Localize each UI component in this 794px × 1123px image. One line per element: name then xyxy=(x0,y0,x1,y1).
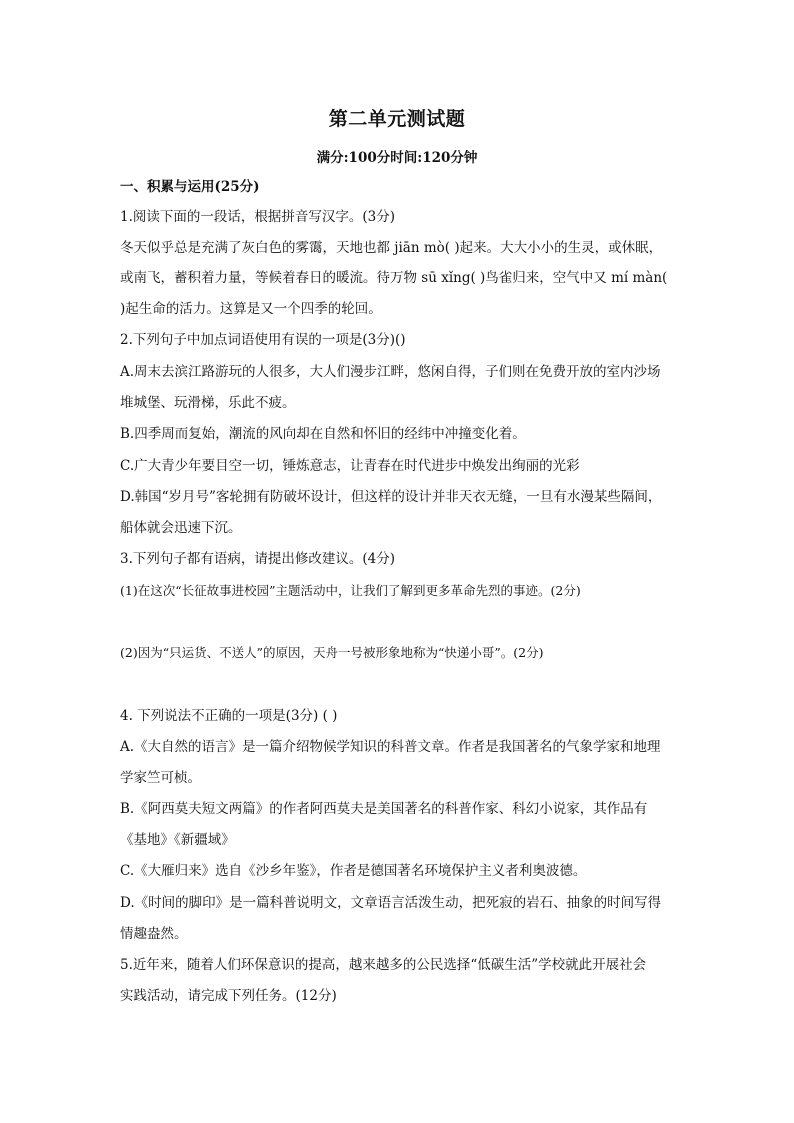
question-1-passage-line: 冬天似乎总是充满了灰白色的雾霭，天地也都 jiān mò( )起来。大大小小的生灵，或休眠， xyxy=(120,240,663,256)
question-5-prompt-cont: 实践活动，请完成下列任务。(12分) xyxy=(120,988,337,1004)
question-2-option-c: C.广大青少年要目空一切，锤炼意志，让青春在时代进步中焕发出绚丽的光彩 xyxy=(120,458,580,474)
question-4-option-a: A.《大自然的语言》是一篇介绍物候学知识的科普文章。作者是我国著名的气象学家和地理 xyxy=(120,739,661,755)
question-4-option-b-cont: 《基地》《新疆域》 xyxy=(120,832,235,848)
page-title: 第二单元测试题 xyxy=(328,108,466,130)
question-3-item-1: (1)在这次“长征故事进校园”主题活动中，让我们了解到更多革命先烈的事迹。(2分) xyxy=(120,583,581,598)
question-3-item-2: (2)因为“只运货、不送人”的原因，天舟一号被形象地称为“快递小哥”。(2分) xyxy=(120,645,544,660)
question-4-option-d-cont: 情趣盎然。 xyxy=(120,926,188,942)
question-4-option-a-cont: 学家竺可桢。 xyxy=(120,770,201,786)
question-4-option-c: C.《大雁归来》选自《沙乡年鉴》，作者是德国著名环境保护主义者利奥波德。 xyxy=(120,863,587,879)
question-2-option-a-cont: 堆城堡、玩滑梯，乐此不疲。 xyxy=(120,395,296,411)
question-4-option-d: D.《时间的脚印》是一篇科普说明文，文章语言活泼生动，把死寂的岩石、抽象的时间写得 xyxy=(120,895,662,911)
question-1-passage-line: )起生命的活力。这算是又一个四季的轮回。 xyxy=(120,301,382,317)
question-3-prompt: 3.下列句子都有语病，请提出修改建议。(4分) xyxy=(120,551,396,567)
question-1-prompt: 1.阅读下面的一段话，根据拼音写汉字。(3分) xyxy=(120,209,396,225)
question-2-option-b: B.四季周而复始，潮流的风向却在自然和怀旧的经纬中冲撞变化着。 xyxy=(120,426,526,442)
question-4-prompt: 4. 下列说法不正确的一项是(3分) ( ) xyxy=(120,708,338,724)
question-4-option-b: B.《阿西莫夫短文两篇》的作者阿西莫夫是美国著名的科普作家、科幻小说家，其作品有 xyxy=(120,801,648,817)
question-2-option-d: D.韩国“岁月号”客轮拥有防破坏设计，但这样的设计并非天衣无缝，一旦有水漫某些隔间， xyxy=(120,489,662,505)
question-2-prompt: 2.下列句子中加点词语使用有误的一项是(3分)() xyxy=(120,332,406,348)
exam-info: 满分:100分时间:120分钟 xyxy=(316,150,478,166)
question-2-option-d-cont: 船体就会迅速下沉。 xyxy=(120,520,242,536)
section-heading: 一、积累与运用(25分) xyxy=(120,179,260,195)
question-5-prompt: 5.近年来，随着人们环保意识的提高，越来越多的公民选择“低碳生活”学校就此开展社会 xyxy=(120,957,647,973)
question-1-passage-line: 或南飞，蓄积着力量，等候着春日的暖流。待万物 sū xǐng( )鸟雀归来，空气中又 mí màn( xyxy=(120,270,668,286)
question-2-option-a: A.周末去滨江路游玩的人很多，大人们漫步江畔，悠闲自得，子们则在免费开放的室内沙场 xyxy=(120,364,661,380)
